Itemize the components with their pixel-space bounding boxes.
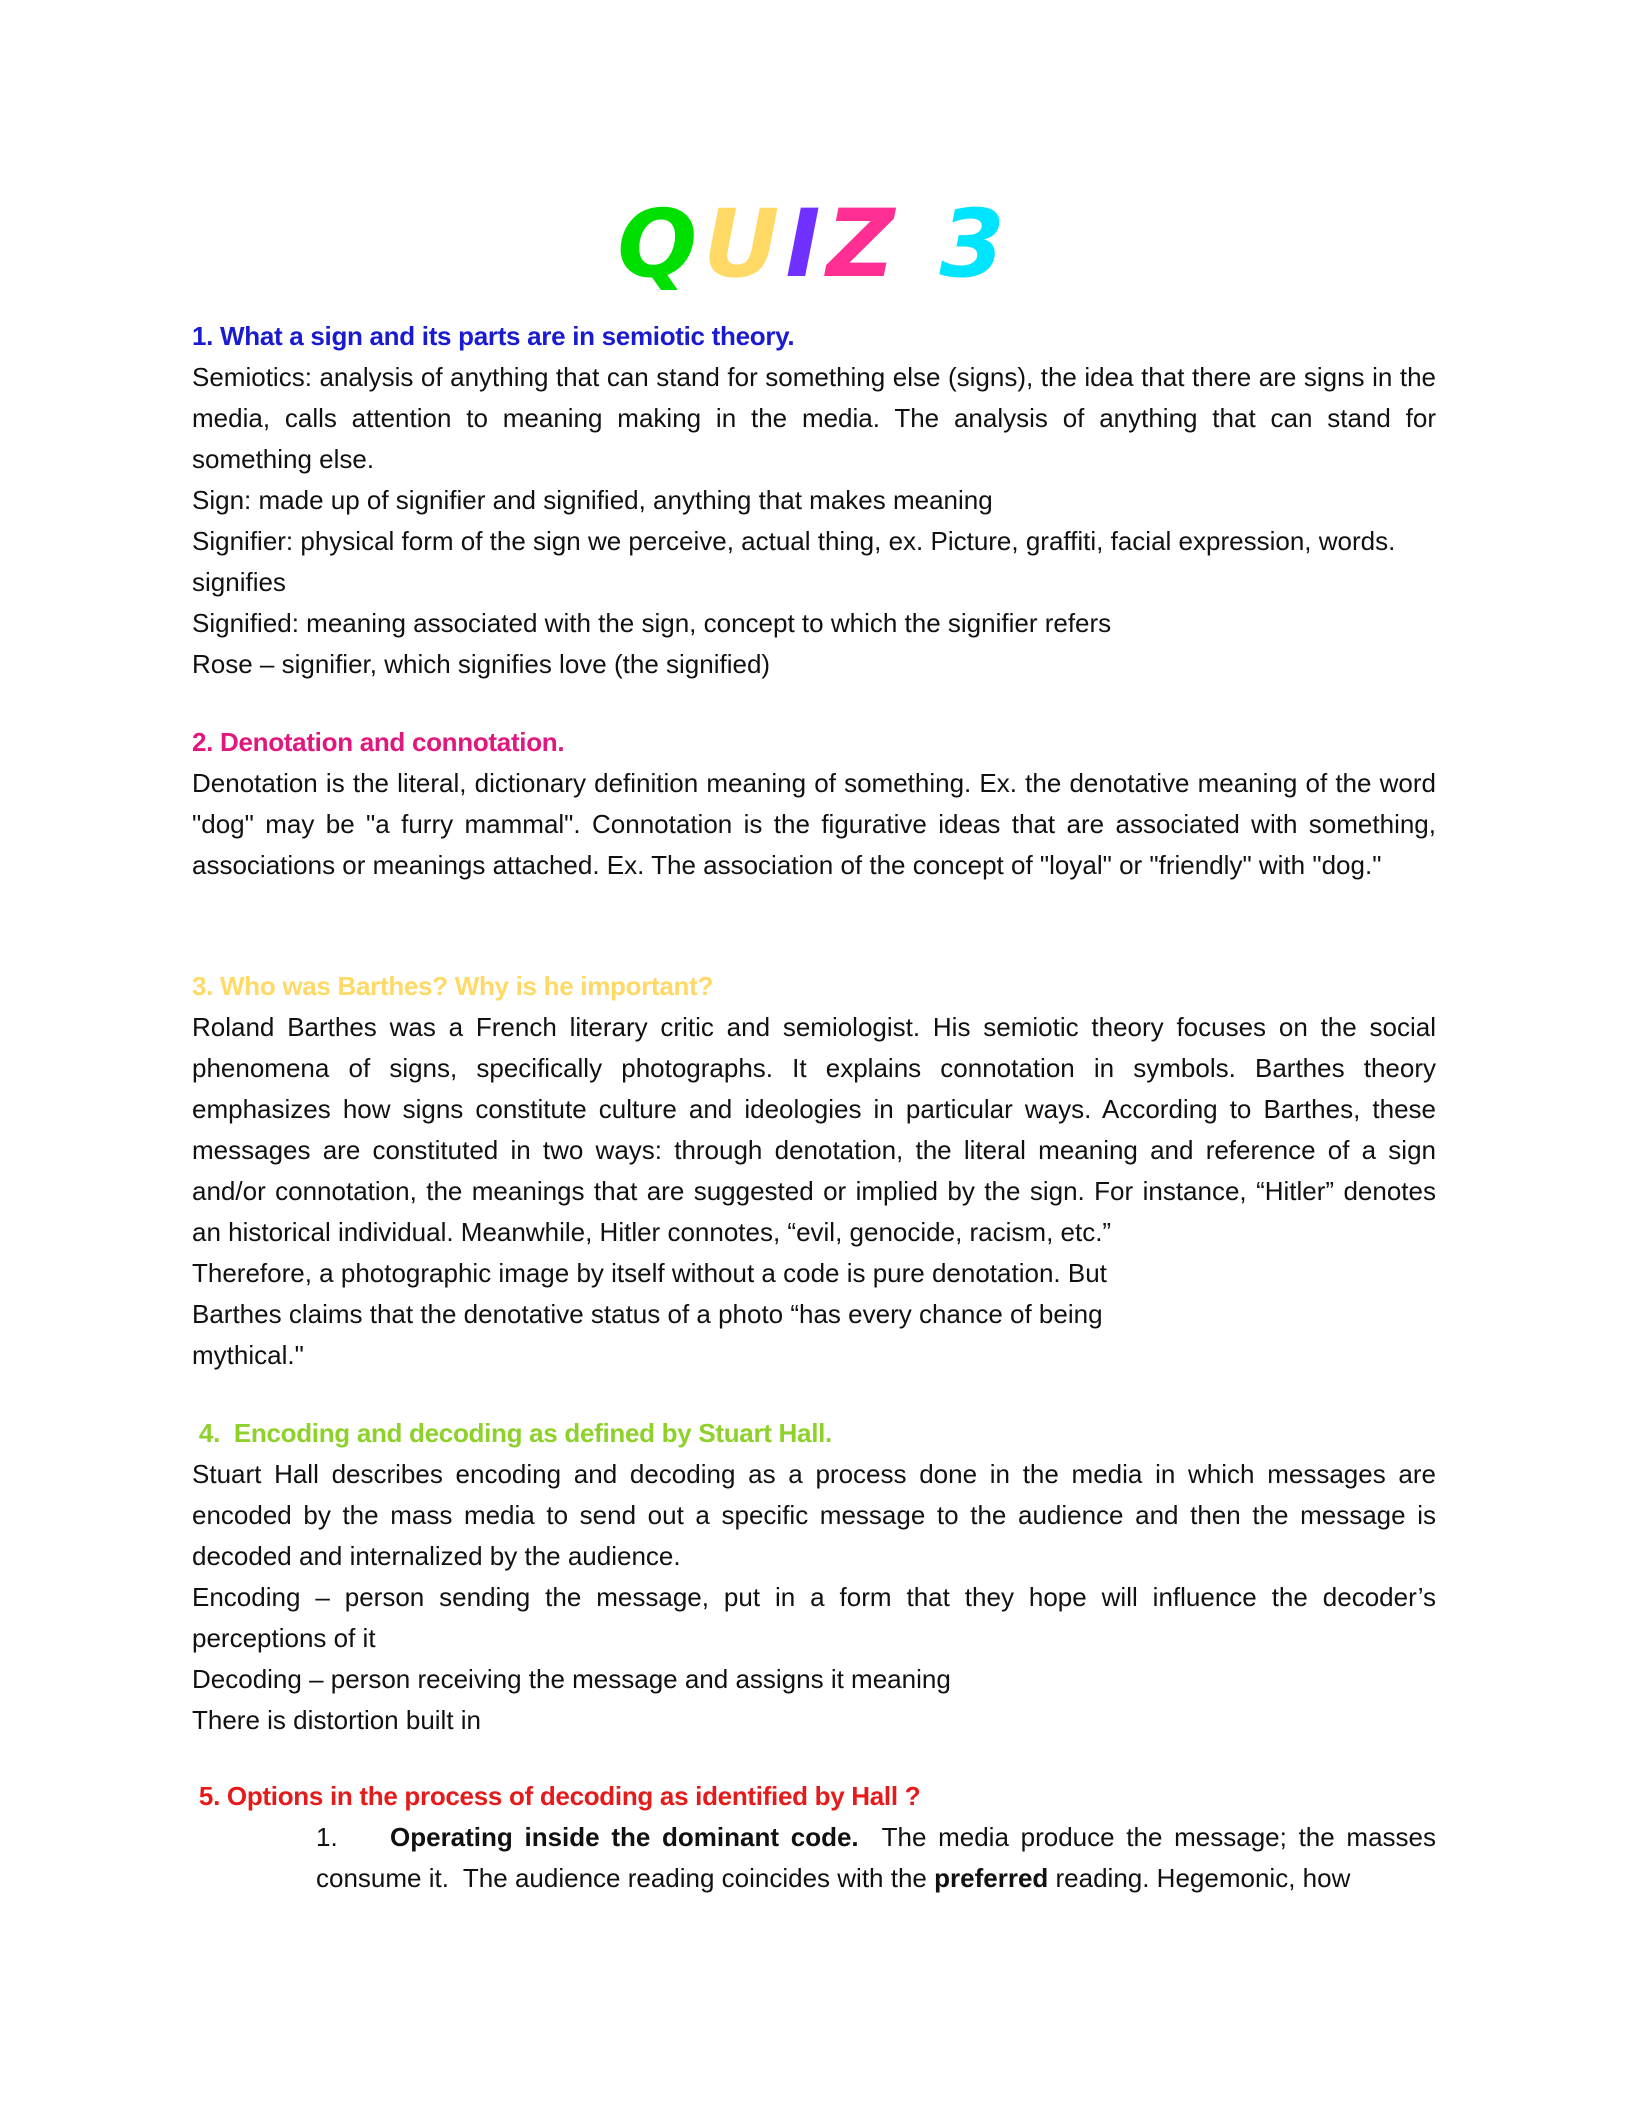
text-line: signifies bbox=[192, 567, 286, 597]
section-heading: 1. What a sign and its parts are in semiotic theory. bbox=[192, 321, 795, 351]
list-text: reading. Hegemonic, how bbox=[1048, 1863, 1351, 1893]
text-line: Signifier: physical form of the sign we perceive, actual thing, ex. Picture, graffiti, facial expression, words. bbox=[192, 526, 1396, 556]
title-letter: U bbox=[703, 190, 786, 299]
list-text: The media produce the message; the masses consume it. The audience reading coincides with the bbox=[316, 1822, 1444, 1893]
title-letter: I bbox=[785, 190, 827, 299]
text-line: Decoding – person receiving the message and assigns it meaning bbox=[192, 1664, 951, 1694]
section-2 bbox=[192, 722, 1436, 886]
section-1 bbox=[192, 316, 1436, 685]
text-line: Sign: made up of signifier and signified, anything that makes meaning bbox=[192, 485, 993, 515]
section-4 bbox=[192, 1413, 1436, 1741]
paragraph: Semiotics: analysis of anything that can stand for something else (signs), the idea that there are signs in the media, calls attention to meaning making in the media. The analysis of anything that can stand for something else. bbox=[192, 362, 1436, 474]
title-letter bbox=[901, 190, 940, 299]
title-letter: Z bbox=[826, 190, 901, 299]
list-number: 1. bbox=[316, 1822, 338, 1852]
text-line: Rose – signifier, which signifies love (the signified) bbox=[192, 649, 771, 679]
title-letter: 3 bbox=[939, 190, 1011, 299]
bold-term: preferred bbox=[934, 1863, 1049, 1893]
section-3 bbox=[192, 966, 1436, 1376]
text-line: Barthes claims that the denotative status of a photo “has every chance of being bbox=[192, 1299, 1103, 1329]
text-line: Signified: meaning associated with the sign, concept to which the signifier refers bbox=[192, 608, 1112, 638]
section-heading: 5. Options in the process of decoding as identified by Hall ? bbox=[192, 1781, 921, 1811]
list-item bbox=[316, 1817, 1444, 1899]
text-line: There is distortion built in bbox=[192, 1705, 482, 1735]
paragraph: Roland Barthes was a French literary critic and semiologist. His semiotic theory focuses on the social phenomena of signs, specifically photographs. It explains connotation in symbols. Barthes theory emphasizes how signs constitute culture and ideologies in particular ways. According to Barthes, these messages are constituted in two ways: through denotation, the literal meaning and reference of a sign and/or connotation, the meanings that are suggested or implied by the sign. For instance, “Hitler” denotes an historical individual. Meanwhile, Hitler connotes, “evil, genocide, racism, etc.” bbox=[192, 1012, 1436, 1247]
section-5 bbox=[192, 1776, 1436, 1817]
paragraph: Stuart Hall describes encoding and decoding as a process done in the media in which messages are encoded by the mass media to send out a specific message to the audience and then the message is decoded and internalized by the audience. bbox=[192, 1459, 1436, 1571]
text-line: mythical." bbox=[192, 1340, 304, 1370]
section-heading: 3. Who was Barthes? Why is he important? bbox=[192, 971, 714, 1001]
text-line: Therefore, a photographic image by itself without a code is pure denotation. But bbox=[192, 1258, 1107, 1288]
paragraph: Denotation is the literal, dictionary definition meaning of something. Ex. the denotative meaning of the word "dog" may be "a furry mammal". Connotation is the figurative ideas that are associated with something, associations or meanings attached. Ex. The association of the concept of "loyal" or "friendly" with "dog." bbox=[192, 768, 1436, 880]
section-heading: 4. Encoding and decoding as defined by Stuart Hall. bbox=[192, 1418, 832, 1448]
bold-term: Operating inside the dominant code. bbox=[390, 1822, 859, 1852]
quiz-title bbox=[192, 190, 1436, 300]
title-letter: Q bbox=[617, 190, 704, 299]
section-heading: 2. Denotation and connotation. bbox=[192, 727, 565, 757]
paragraph: Encoding – person sending the message, put in a form that they hope will influence the decoder’s perceptions of it bbox=[192, 1582, 1436, 1653]
